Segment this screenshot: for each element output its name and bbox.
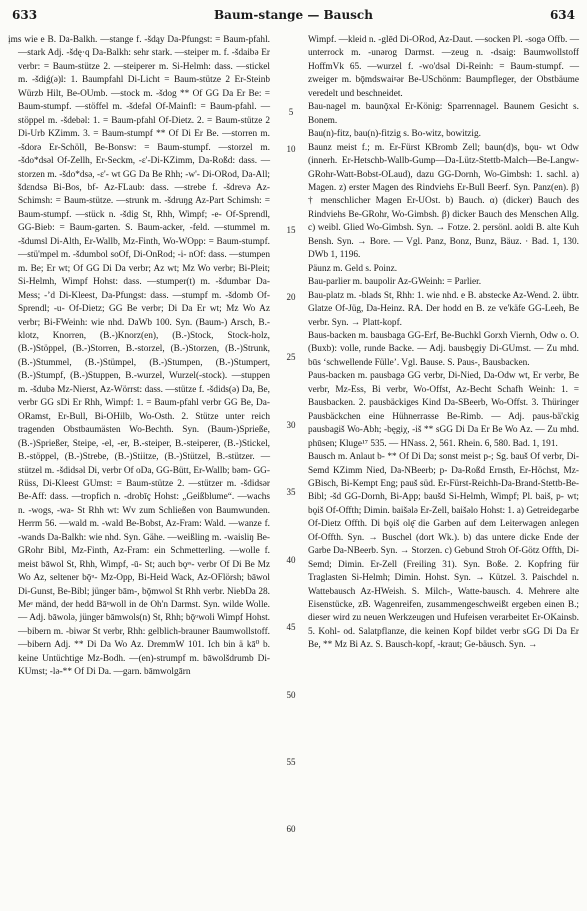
entry-bau-nagel: Bau-nagel m. baunǭxəl Er-König: Sparrennagel. Baunem Gesicht s. Bonem. [308,102,579,126]
entry-baunz: Baunz meist f.; m. Er-Fürst KBromb Zell; baun(d)s, bǫu- wt Odw (innerh. Er-Hetschb-Wallb-Gump—Da-Lütz-Stettb-Malch—Be-Langw-GRohr-Watt-Bobst-OLaud), dazu GG-Dornh, Wo-Gimbsh: 1. sachl. a) Magen. z) erster Magen des Rindviehs Er-Bull Beerf. Syn. Panz(en). β) † menschlicher Magen Er-UOst. b) Bauch. α) (dicker) Bauch des Rindviehs Be-GRohr, Wo-Gimbsh. β) dicker Bauch des Menschen Allg. c) weibl. Glied Wo-Gimbsh. Syn. → Fotze. 2. persönl. aoldi B. alte Kuh Bensh. Syn. → Bore. — Vgl. Panz, Bonz, Bunz, Bäuz. · Bad. 1, 130. DWb 1, 1196. [308,142,579,261]
entry-baus-backen: Baus-backen m. bausbaga GG-Erf, Be-Buchkl Gorxh Viernh, Odw o. O. (Buxb): volle, runde Backe. — Adj. bausbęgiy Di-GUmst. — Zu mhd. būs ‘schwellende Fülle’. Vgl. Bause. S. Paus-, Bausbacken. [308,330,579,368]
line-number: 20 [286,292,296,302]
line-number: 5 [288,107,294,117]
line-number: 35 [286,487,296,497]
entry-paunz: Päunz m. Geld s. Poinz. [308,263,398,274]
left-column [8,34,270,680]
line-number: 60 [286,824,296,834]
entry-bau-fitz: Bau(n)-fitz, bau(n)-fitzig s. Bo-witz, bowitzig. [308,129,481,140]
line-number: 40 [286,555,296,565]
right-column [308,34,579,653]
right-page-number: 634 [549,8,575,22]
entry-bau-platz: Bau-platz m. -blads St, Rhh: 1. wie nhd. e B. abstecke Az-Wend. 2. übtr. Glatze Of-Jüg, Da-Heinz. RA. Der hodd en B. ze ve'käfe GG-Leeh, Be verbr. Syn. → Platt-kopf. [308,290,579,328]
entry-bau-parlier: Bau-parlier m. baupolir Az-GWeinh: = Parlier. [308,277,482,288]
line-number: 30 [286,420,296,430]
line-number: 10 [286,144,296,154]
entry-paus-backen: Paus-backen m. pausbagə GG verbr, Di-Nied, Da-Odw wt, Er verbr, Be verbr, Mz-Ess, Bi verbr, Wo-Offst, Az-Becht Schafh Weinh: 1. = Bausbacken. 2. pausbäckiges Kind Da-SBeerb, Wo-Offst. 3. Thüringer Pausbäckchen eine Hühnerrasse Be-Rimb. — Adj. paus-bä'ckig pausbagiš Wo-Abh; -bęgiχ, -iš ** sGG Di Da Er Be Wo Az. — Zu mhd. phūsen; Kluge¹⁷ 535. — HNass. 2, 561. Rhein. 6, 580. Bad. 1, 191. [308,371,579,449]
left-column-text: ịms wie e B. Da-Balkh. —stange f. -šdąy Da-Pfungst: = Baum-pfahl. —stark Adj. -šdę·q Da-Balkh: sehr stark. —steiper m. f. -šdaibə Er verbr: = Baum-stütze 2. —steiperer m. Si-Helmh: dass. —stickel m. -šdiǵ(ə)l: 1. Baumpfahl Di-Licht = Baum-stütze 2 Er-Steinb Würzb Hilt, Be-OUmb. —stock m. -šdog ** Of GG Da Er Be: = Baum-stumpf. —stöffel m. -šdefəl Of-Mainfl: = Baum-pfahl. —stöppel m. -šdebəl: 1. = Baum-pfahl Of-Dietz. 2. = Baum-stütze 2 Di-Urb KZimm. 3. = Baum-stumpf ** Of Di Er Be. —storren m. -šdorə Er-Schöll, Be-Bonsw: = Baum-stumpf. —storzel m. -šdo*dsəl Of-Zellh, Er-Seckm, -ɛ'-Di-KZimm, Da-Roßd: dass. —storzen m. -šdo*dsə, -ɛ'- wt GG Da Be Rhh; -w'- Di-ORod, Da-All; šdɛndsə Bi-Bos, bf- Az-FLaub: dass. —strebe f. -šdrevə Az-Schimsh: = Baum-stütze. —strunk m. -šdruŋg Az-Part Schimsh: = Baum-stumpf. —stück n. -šdig St, Rhh, Wimpf; -e- Of-Sprendl, GG-Bieb: = Baum-garten. S. Baum-acker, -feld. —stummel m. -šdumsl Di-Alth, Er-Wallb, Mz-Finth, Wo-WOpp: = Baum-stumpf. —stü'mpel m. -šdumbol soOf, Di-OnRod; -i- nOf: dass. —stumpen m. Be; Er wt; Of GG Di Da verbr; Az wt; Mz Wo verbr; Bi-Pleit; Si-Helmh, Wimpf Hohst: dass. —stumper(t) m. -šdumbər Da-Mess; -ʼd Di-Kleest, Da-Pfungst: dass. —stumpf m. -šdomb Of-Sprendl; -u- Of-Dietz; GG Be verbr; Di Da Er wt; Mz Wo Az verbr; Bi-FWeinh: wie nhd. DaWb 100. Syn. (Baum-) Arsch, B.-klotz, Knorren, (B.-)Knorz(en), (B.-)Stock, Stock-holz, (B.-)Stöppel, (B.-)Storren, B.-storzel, (B.-)Storzen, (B.-)Strunk, (B.-)Stummel, (B.-)Stümpel, (B.-)Stumpen, (B.-)Stumpert, (B.-)Stumpf, (B.-)Stuppen, B.-wurzel, Wurzel(-stock). —stuppen m. -šdubə Mz-Nierst, Az-Wörrst: dass. —stütze f. -šdids(ə) Da, Be, verbr GG sDi Er Rhh, Wimpf: 1. = Baum-pfahl verbr GG Be, Da-ORamst, Er-Bull, Bi-OHilb, Wo-Osth. 2. Stütze unter reich tragenden Obstbaumästen Wo-Bechth. Syn. (Baum-)Sprieße, (B.-)Sprießer, Steipe, -el, -er, B.-steiper, B.-steiperer, (B.-)Stickel, B.-stöppel, (B.-)Strebe, (B.-)Stiitze, (B.-)Stützel, B.-stützer. —stützel m. -šdidsəl Di, verbr Of oDa, GG-Bütt, Er-Wallb; bəm- GG-Rüss, Di-Kleest GUmst: = Baum-stütze 2. —stützer m. -šdidsər Be-Aff: dass. —tropfich n. -drobīç Hohst: „Geißblume“. —wachs n. -wogs, -wa- St Rhh wt: Wv zum Schließen von Baumwunden. Herrm 56. —wald m. -wald Be-Bobst, Az-Fram: Wald. —wanze f. -wands Da-Balkh: wie nhd. Syn. Gähe. —weißling m. -waisliŋ Be-GRohr Bibl, Mz-Finth, Az-Fram: ein Schmetterling. —wolle f. meist bāwol St, Rhh, Wimpf, -ū- St; auch bǫˢˢ- verbr Of Di Be Mz Wo Az, seltener bǭᵘ- Mz-Opp, Bi-Heid Wack, Az-OFlörsh; bāwol Di-Gunst, Be-Bibl; jünger bām-, bǭmwol St Rhh verbr. NiebDa 28. Meᵉ mänd, der hedd Bāᵘwoll in de Oh'n Darmst. Syn. wilde Wolle. — Adj. bāwolə, jünger bāmwols(n) St, Rhh; bǭᵘwoli Wimpf Hohst. —bibern m. -biwər St verbr, Rhh: gelblich-brauner Baumwollstoff. —bibern Adj. ** Di Da Wo Az. DremmW 101. Ich bin ä kā⁰ b. keine Untüchtige Mz-Bodh. —(en)-strumpf m. bāwolšdrumb Di-KUmst; -lə-** Of Di Da. —garn. bāmwolgārn [8,35,270,678]
line-number: 45 [286,622,296,632]
line-number: 55 [286,757,296,767]
left-page-number: 633 [12,8,38,22]
line-number: 50 [286,690,296,700]
page-header [12,8,575,26]
line-number: 15 [286,225,296,235]
page-title: Baum-stange — Bausch [214,8,373,22]
entry-wimpf-cont: Wimpf. —kleid n. -glēd Di-ORod, Az-Daut. —socken Pl. -sogə Offb. —unterrock m. -unərog Darmst. —zeug n. -dsaig: Baumwollstoff HoffmVk 65. —wurzel f. -wo'dsəl Di-Reinh: = Baum-stumpf. —zweiger m. bǭmdswaiᵍər Be-USchönm: Baumpfleger, der Obstbäume veredelt und beschneidet. [308,35,579,99]
line-number: 25 [286,352,296,362]
entry-bausch: Bausch m. Anlaut b- ** Of Di Da; sonst meist p-; Sg. bauš Of verbr, Di-Semd KZimm Nied, Da-NBeerb; p- Da-Roßd Ernsth, Er-Höchst, Mz-GBisch, Bi-Kempt Eng; pauš süd. Er-Fürst-Reichh-Da-Brand-Stettb-Be-Bibl; -šd GG-Dornh, Bi-App; baušd Si-Helmh, Wimpf; Pl. baiš, p- wt; bǫiš Of-Offth; Dimin. baišələ Er-Zell, baišəlo Hohst: 1. a) Getreidegarbe Of-Dietz Offth. Di bǫiš olę̄ die Garben auf dem Leiterwagen anlegen Of-Offth. Syn. → Buschel (dort Wk.). b) das untere dicke Ende der Garbe Da-NBeerb. Syn. → Storzen. c) Gebund Stroh Of-Götz Offth, Di-Semd; Dimin. Er-Zell (Freiling 31). Syn. Boße. 2. Kopfring für Traglasten Si-Helmh; Dimin. Hohst. Syn. → Kützel. 3. Paischdel n. Wattebausch Az-HWeish. S. Milch-, Watte-bausch. 4. Mehrere alte Eisenstücke, zB. Wagenreifen, zusammengeschweißt ergeben einen B.; dieser wird zu neuen Werkzeugen und Hufeisen verarbeitet Er-OKainsb. 5. Kohl- od. Salatpflanze, die keinen Kopf bildet verbr sGG Di Da Er Be, ** Mz Bi Az. S. Bausch-kopf, -kraut; Ge-bäusch. Syn. → [308,452,579,651]
